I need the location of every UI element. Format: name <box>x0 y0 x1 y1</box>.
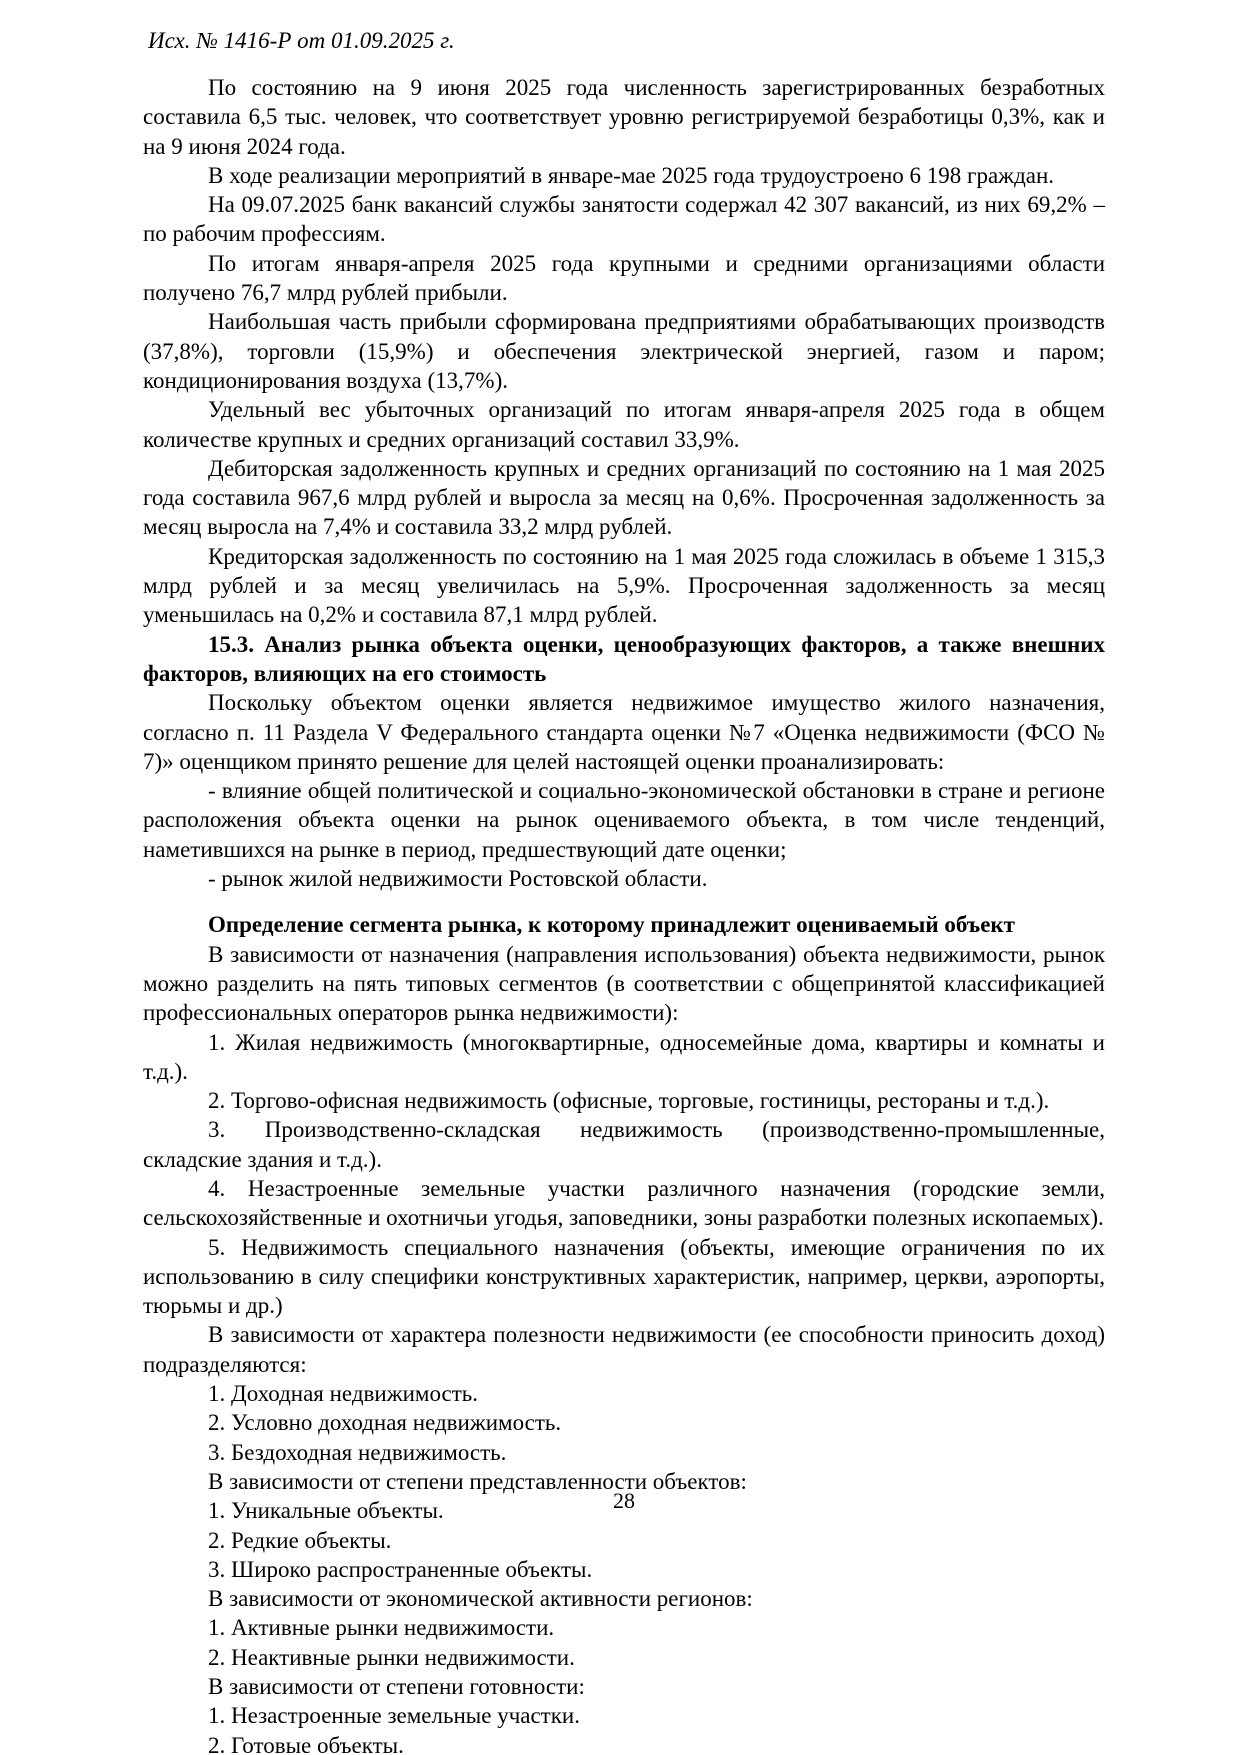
paragraph: В зависимости от степени готовности: <box>208 1674 585 1700</box>
list-item: 2. Готовые объекты. <box>208 1732 404 1755</box>
paragraph: По итогам января-апреля 2025 года крупными и средними организациями области получено 76,7 млрд рублей прибыли. <box>143 250 1105 306</box>
list-item: 2. Условно доходная недвижимость. <box>208 1410 562 1436</box>
subsection-heading: Определение сегмента рынка, к которому принадлежит оцениваемый объект <box>208 912 1015 938</box>
list-item: 4. Незастроенные земельные участки различного назначения (городские земли, сельскохозяйственные и охотничьи угодья, заповедники, зоны разработки полезных ископаемых). <box>143 1175 1105 1231</box>
list-item: 2. Редкие объекты. <box>208 1527 392 1553</box>
paragraph: Удельный вес убыточных организаций по итогам января-апреля 2025 года в общем количестве крупных и средних организаций составил 33,9%. <box>143 397 1105 452</box>
paragraph: Наибольшая часть прибыли сформирована предприятиями обрабатывающих производств (37,8%), торговли (15,9%) и обеспечения электрической энергией, газом и паром; кондиционирования воздуха (13,7%). <box>143 309 1105 393</box>
paragraph: - влияние общей политической и социально-экономической обстановки в стране и регионе расположения объекта оценки на рынок оцениваемого объекта, в том числе тенденций, наметившихся на рынке в период, предшествующий дате оценки; <box>143 778 1105 862</box>
section-heading: 15.3. Анализ рынка объекта оценки, ценообразующих факторов, а также внешних факторов, влияющих на его стоимость <box>143 631 1105 686</box>
document-ref-number: Исх. № 1416-Р от 01.09.2025 г. <box>148 28 455 53</box>
paragraph: В зависимости от экономической активности регионов: <box>208 1586 753 1612</box>
list-item: 5. Недвижимость специального назначения (объекты, имеющие ограничения по их использованию в силу специфики конструктивных характеристик, например, церкви, аэропорты, тюрьмы и др.) <box>143 1234 1105 1319</box>
list-item: 1. Жилая недвижимость (многоквартирные, односемейные дома, квартиры и комнаты и т.д.). <box>143 1029 1105 1084</box>
list-item: 3. Производственно-складская недвижимость (производственно-промышленные, складские здания и т.д.). <box>143 1117 1105 1172</box>
paragraph: На 09.07.2025 банк вакансий службы занятости содержал 42 307 вакансий, из них 69,2% – по рабочим профессиям. <box>143 192 1105 247</box>
paragraph: По состоянию на 9 июня 2025 года численность зарегистрированных безработных составила 6,5 тыс. человек, что соответствует уровню регистрируемой безработицы 0,3%, как и на 9 июня 2024 года. <box>143 75 1105 159</box>
paragraph: Поскольку объектом оценки является недвижимое имущество жилого назначения, согласно п. 11 Раздела V Федерального стандарта оценки №7 «Оценка недвижимости (ФСО № 7)» оценщиком принято решение для целей настоящей оценки проанализировать: <box>143 690 1105 774</box>
paragraph: В зависимости от характера полезности недвижимости (ее способности приносить доход) подразделяются: <box>143 1322 1105 1377</box>
list-item: 3. Широко распространенные объекты. <box>208 1556 593 1582</box>
list-item: 3. Бездоходная недвижимость. <box>208 1439 507 1465</box>
list-item: 1. Активные рынки недвижимости. <box>208 1615 555 1641</box>
list-item: 2. Торгово-офисная недвижимость (офисные, торговые, гостиницы, рестораны и т.д.). <box>208 1088 1050 1114</box>
paragraph: Кредиторская задолженность по состоянию на 1 мая 2025 года сложилась в объеме 1 315,3 млрд рублей и за месяц увеличилась на 5,9%. Просроченная задолженность за месяц уменьшилась на 0,2% и составила 87,1 млрд рублей. <box>143 543 1105 628</box>
paragraph: В ходе реализации мероприятий в январе-мае 2025 года трудоустроено 6 198 граждан. <box>208 162 1055 188</box>
list-item: 1. Доходная недвижимость. <box>208 1381 479 1407</box>
market-analysis-section <box>143 630 1105 894</box>
list-item: 1. Незастроенные земельные участки. <box>208 1703 580 1729</box>
list-item: 1. Уникальные объекты. <box>208 1498 444 1524</box>
intro-section <box>143 73 1105 630</box>
paragraph: - рынок жилой недвижимости Ростовской области. <box>208 866 708 892</box>
paragraph: В зависимости от назначения (направления использования) объекта недвижимости, рынок можно разделить на пять типовых сегментов (в соответствии с общепринятой классификацией профессиональных операторов рынка недвижимости): <box>143 941 1105 1026</box>
paragraph: Дебиторская задолженность крупных и средних организаций по состоянию на 1 мая 2025 года составила 967,6 млрд рублей и выросла за месяц на 0,6%. Просроченная задолженность за месяц выросла на 7,4% и составила 33,2 млрд рублей. <box>143 455 1105 540</box>
list-item: 2. Неактивные рынки недвижимости. <box>208 1644 575 1670</box>
market-segment-section <box>143 910 1105 1755</box>
page-number: 28 <box>613 1488 635 1513</box>
paragraph: В зависимости от степени представленности объектов: <box>208 1468 747 1494</box>
